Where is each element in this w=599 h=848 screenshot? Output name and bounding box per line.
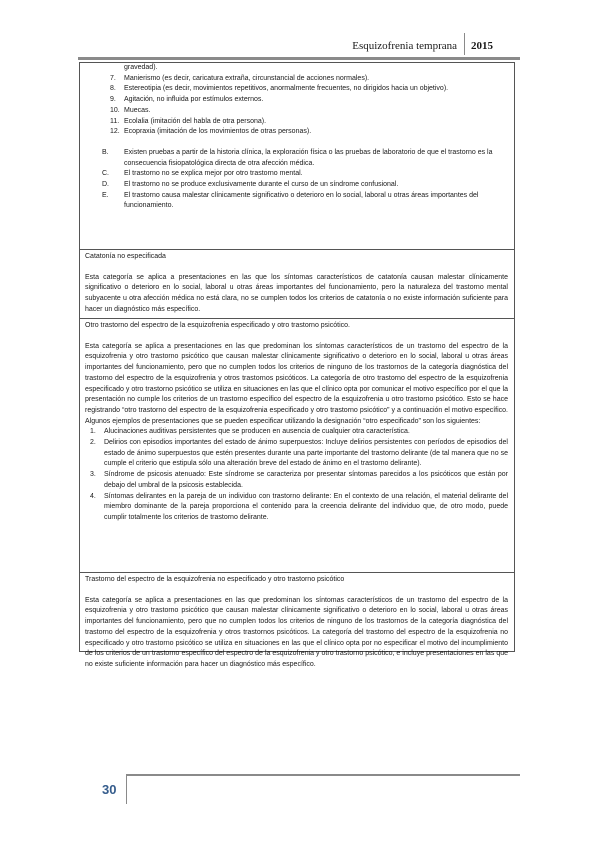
criterion-text: El trastorno no se produce exclusivamente durante el curso de un síndrome confusional. xyxy=(124,181,399,189)
item-number: 11. xyxy=(110,117,120,125)
running-header-year: 2015 xyxy=(471,40,493,52)
criterion-item xyxy=(80,191,514,212)
section-title: Otro trastorno del espectro de la esquizofrenia especificado y otro trastorno psicótico. xyxy=(85,322,350,329)
item-number: 10. xyxy=(110,106,120,114)
unspecified-section xyxy=(80,572,514,668)
item-text: Delirios con episodios importantes del estado de ánimo superpuestos: Incluye delirios persistentes con períodos de episodios del estado de ánimo superpuestos que estén presentes durante una parte importante del trastorno delirante (de tal manera que no se cumple el criterio que estipula sólo una alteración breve del estado de ánimo en el trastorno delirante). xyxy=(104,439,508,468)
list-item xyxy=(80,117,514,128)
item-number: 9. xyxy=(110,96,116,104)
list-item xyxy=(80,438,514,470)
item-text: Ecolalia (imitación del habla de otra persona). xyxy=(124,117,267,125)
header-rule xyxy=(78,57,520,60)
item-text: Ecopraxia (imitación de los movimientos de otras personas). xyxy=(124,128,312,136)
criterion-letter: E. xyxy=(102,191,109,199)
list-item xyxy=(80,74,514,85)
list-item xyxy=(80,492,514,524)
item-text: Síntomas delirantes en la pareja de un individuo con trastorno delirante: En el contexto de una relación, el material delirante del miembro dominante de la pareja proporciona el contenido para la creencia delirante del individuo que, de otro modo, puede cumplir totalmente los criterios de trastorno delirante. xyxy=(104,492,508,521)
list-item xyxy=(80,84,514,95)
list-item xyxy=(80,470,514,491)
footer-rule xyxy=(126,774,520,776)
criterion-text: El trastorno causa malestar clínicamente significativo o deterioro en lo social, laboral u otras áreas importantes del funcionamiento. xyxy=(124,191,479,210)
item-text: Síndrome de psicosis atenuado: Este síndrome se caracteriza por presentar síntomas parecidos a los psicóticos que están por debajo del umbral de la psicosis establecida. xyxy=(104,471,508,489)
section-title: Catatonía no especificada xyxy=(85,253,166,260)
list-item: gravedad). xyxy=(124,64,158,71)
item-text: Estereotipia (es decir, movimientos repetitivos, anormalmente frecuentes, no dirigidos hacia un objetivo). xyxy=(124,85,449,93)
section-title: Trastorno del espectro de la esquizofrenia no especificado y otro trastorno psicótico xyxy=(85,576,345,583)
other-specified-section xyxy=(80,318,514,572)
criteria-table xyxy=(79,62,515,668)
criterion-item xyxy=(80,148,514,169)
item-text: Muecas. xyxy=(124,106,151,114)
criterion-item xyxy=(80,169,514,180)
item-number: 1. xyxy=(90,428,96,436)
criterion-letter: B. xyxy=(102,148,109,156)
list-item xyxy=(80,106,514,117)
item-number: 12. xyxy=(110,128,120,136)
footer-divider xyxy=(126,776,127,804)
item-text: Manierismo (es decir, caricatura extraña, circunstancial de acciones normales). xyxy=(124,74,370,82)
criterion-letter: D. xyxy=(102,181,109,189)
item-number: 7. xyxy=(110,74,116,82)
catatonia-unspecified-section xyxy=(80,249,514,318)
section-paragraph: Esta categoría se aplica a presentaciones en las que los síntomas característicos de catatonía causan malestar clínicamente significativo o deterioro en lo social, laboral u otras áreas importantes del funcionamiento, pero la naturaleza del trastorno mental subyacente u otra afección médica no está clara, no se cumplen todos los criterios de catatonía o no existe información suficiente para hacer un diagnóstico más específico. xyxy=(85,273,508,313)
list-item xyxy=(80,427,514,438)
page-number: 30 xyxy=(102,782,117,797)
item-text: Agitación, no influida por estímulos externos. xyxy=(124,96,264,104)
item-number: 3. xyxy=(90,471,96,479)
criterion-letter: C. xyxy=(102,170,109,178)
section-paragraph: Esta categoría se aplica a presentaciones en las que predominan los síntomas característicos de un trastorno del espectro de la esquizofrenia y otro trastorno psicótico que causan malestar clínicamente significativo o deterioro en lo social, laboral u otras áreas importantes del funcionamiento, pero que no cumplen todos los criterios de ninguno de los trastornos de la categoría diagnóstica del trastorno del espectro de la esquizofrenia y otros trastornos psicóticos. La categoría del trastorno del espectro de la esquizofrenia no especificado y otro trastorno psicótico se utiliza en situaciones en las que el clínico opta por no especificar el motivo del incumplimiento de los criterios de un trastorno específico del espectro de la esquizofrenia y otro trastorno psicótico, e incluye presentaciones en las que no existe suficiente información para hacer un diagnóstico más específico. xyxy=(85,596,508,668)
running-header-title: Esquizofrenia temprana xyxy=(352,40,457,52)
item-number: 4. xyxy=(90,492,96,500)
header-divider xyxy=(464,33,465,55)
criterion-item xyxy=(80,180,514,191)
catatonia-criteria-section xyxy=(80,63,514,249)
list-item xyxy=(80,95,514,106)
criterion-text: Existen pruebas a partir de la historia clínica, la exploración física o las pruebas de laboratorio de que el trastorno es la consecuencia fisiopatológica directa de otra afección médica. xyxy=(124,148,493,167)
item-number: 8. xyxy=(110,85,116,93)
section-paragraph: Esta categoría se aplica a presentaciones en las que predominan los síntomas característicos de un trastorno del espectro de la esquizofrenia y otro trastorno psicótico que causan malestar clínicamente significativo o deterioro en lo social, laboral u otras áreas importantes del funcionamiento, pero que no cumplen todos los criterios de ninguno de los trastornos de la categoría diagnóstica del trastorno del espectro de la esquizofrenia y otros trastornos psicóticos. La categoría de otro trastorno del espectro de la esquizofrenia especificado y otro trastorno psicótico se utiliza en situaciones en las que el clínico opta por comunicar el motivo específico por el que la presentación no cumple los criterios de un trastorno específico del espectro de la esquizofrenia u otro trastorno psicótico. Esto se hace registrando “otro trastorno del espectro de la esquizofrenia especificado y otro trastorno psicótico” y a continuación el motivo específico. Algunos ejemplos de presentaciones que se pueden especificar utilizando la designación “otro especificado” son los siguientes: xyxy=(85,342,508,425)
item-number: 2. xyxy=(90,439,96,447)
criterion-text: El trastorno no se explica mejor por otro trastorno mental. xyxy=(124,170,303,178)
list-item xyxy=(80,127,514,138)
item-text: Alucinaciones auditivas persistentes que se producen en ausencia de cualquier otra característica. xyxy=(104,428,410,436)
